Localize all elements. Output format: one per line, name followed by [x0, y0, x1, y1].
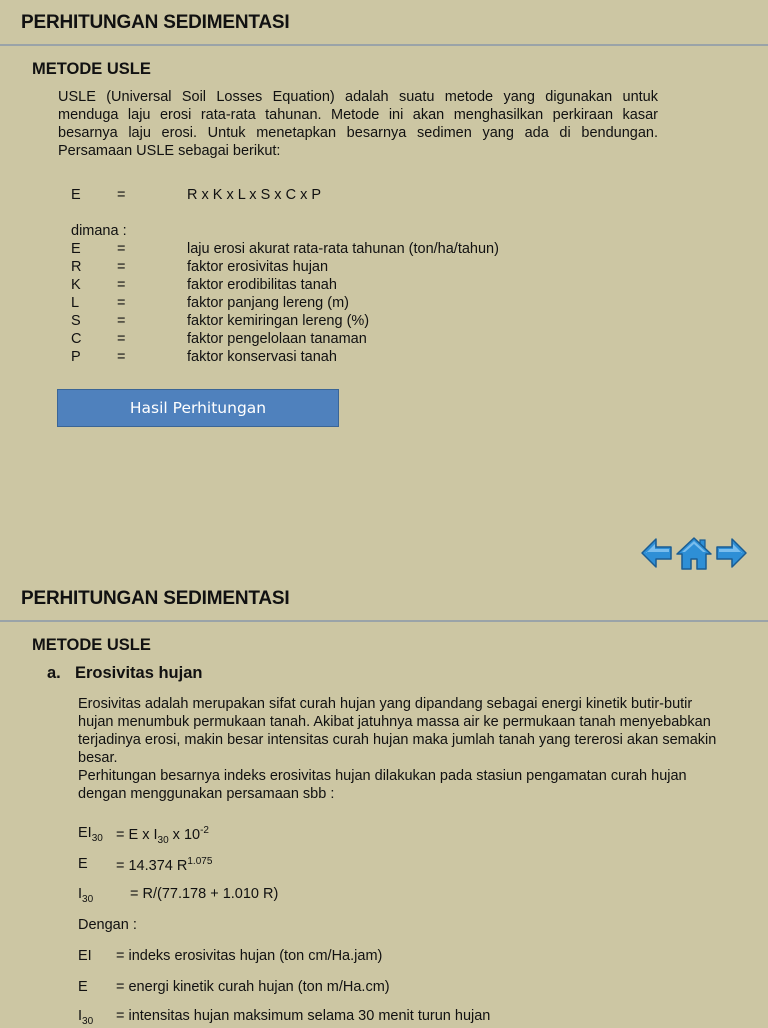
section-heading: METODE USLE [32, 60, 151, 78]
def-equals: = [117, 349, 126, 365]
home-icon[interactable] [676, 536, 712, 570]
formula-equals: = [117, 187, 126, 203]
def-symbol: E [78, 979, 88, 995]
where-label: dimana : [71, 223, 127, 239]
formula-lhs: $EI_{30}$ [78, 825, 103, 844]
title-divider [0, 620, 768, 622]
intro-paragraph: USLE (Universal Soil Losses Equation) adalah suatu metode yang digunakan untuk menduga laju erosi rata-rata tahunan. Metode ini akan menghasilkan perkiraan kasar besarnya laju erosi. Untuk menetapkan besarnya sedimen yang ada di bendungan. Persamaan USLE sebagai berikut: [58, 89, 658, 159]
formula-rhs: = 14.374 $R^{1.075}$ [116, 856, 213, 874]
formula-symbol: E [71, 187, 81, 203]
forward-arrow-icon[interactable] [714, 536, 748, 570]
def-symbol: C [71, 331, 82, 347]
def-meaning: faktor konservasi tanah [187, 349, 337, 365]
def-symbol: $I_{30}$ [78, 1008, 94, 1027]
def-equals: = [117, 259, 126, 275]
def-meaning: laju erosi akurat rata-rata tahunan (ton/ha/tahun) [187, 241, 499, 257]
def-symbol: E [71, 241, 81, 257]
def-symbol: S [71, 313, 81, 329]
def-symbol: EI [78, 948, 92, 964]
formula-rhs: = R/(77.178 + 1.010 R) [130, 886, 279, 902]
hasil-perhitungan-button[interactable]: Hasil Perhitungan [57, 389, 339, 427]
dengan-label: Dengan : [78, 917, 137, 933]
paragraph: Perhitungan besarnya indeks erosivitas hujan dilakukan pada stasiun pengamatan curah hujan dengan menggunakan persamaan sbb : [78, 768, 687, 802]
def-meaning: = indeks erosivitas hujan (ton cm/Ha.jam) [116, 948, 383, 964]
def-equals: = [117, 331, 126, 347]
def-meaning: = intensitas hujan maksimum selama 30 menit turun hujan [116, 1008, 491, 1024]
def-equals: = [117, 295, 126, 311]
section-heading: METODE USLE [32, 636, 151, 654]
def-equals: = [117, 313, 126, 329]
def-equals: = [117, 277, 126, 293]
def-equals: = [117, 241, 126, 257]
erosivity-description [78, 695, 718, 803]
formula-rhs: = E x $I_{30}$ x $10^{-2}$ [116, 825, 209, 846]
def-symbol: P [71, 349, 81, 365]
def-meaning: faktor panjang lereng (m) [187, 295, 349, 311]
def-symbol: L [71, 295, 80, 311]
def-meaning: faktor erosivitas hujan [187, 259, 329, 275]
def-meaning: faktor pengelolaan tanaman [187, 331, 367, 347]
formula-expression: R x K x L x S x C x P [187, 187, 322, 203]
def-symbol: R [71, 259, 82, 275]
slide-title: PERHITUNGAN SEDIMENTASI [21, 12, 290, 33]
def-meaning: = energi kinetik curah hujan (ton m/Ha.cm) [116, 979, 390, 995]
sub-heading-text: Erosivitas hujan [75, 664, 203, 682]
def-meaning: faktor kemiringan lereng (%) [187, 313, 370, 329]
paragraph: Erosivitas adalah merupakan sifat curah hujan yang dipandang sebagai energi kinetik butir-butir hujan menumbuk permukaan tanah. Akibat jatuhnya massa air ke permukaan tanah menyebabkan terjadinya erosi, makin besar intensitas curah hujan maka jumlah tanah yang tererosi akan semakin besar. [78, 696, 717, 766]
slide-title: PERHITUNGAN SEDIMENTASI [21, 588, 290, 609]
back-arrow-icon[interactable] [640, 536, 674, 570]
title-divider [0, 44, 768, 46]
formula-lhs: $I_{30}$ [78, 886, 94, 905]
formula-lhs: E [78, 856, 88, 872]
def-meaning: faktor erodibilitas tanah [187, 277, 337, 293]
sub-heading-number: a. [47, 664, 61, 682]
def-symbol: K [71, 277, 81, 293]
